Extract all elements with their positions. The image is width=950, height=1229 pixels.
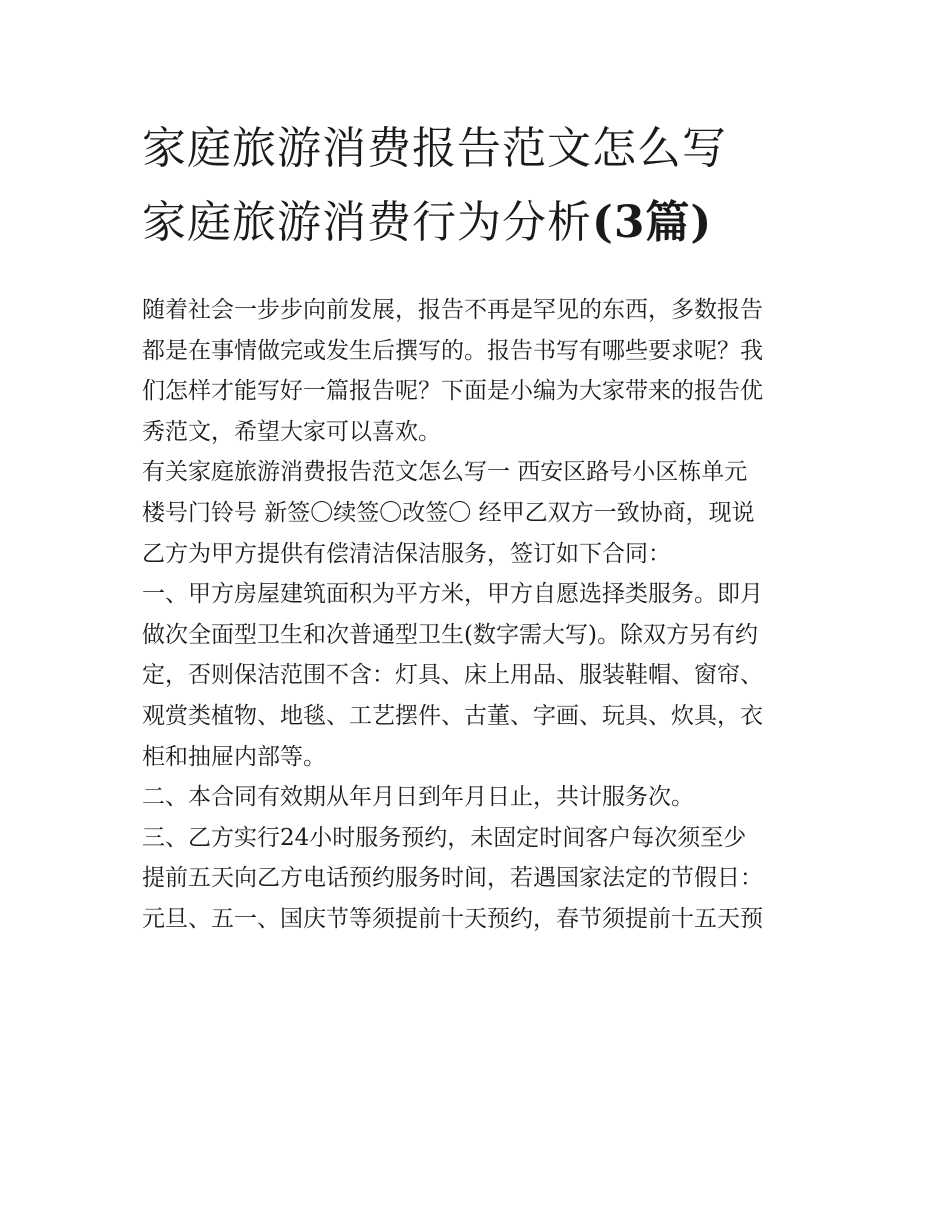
- text-line: 们怎样才能写好一篇报告呢？下面是小编为大家带来的报告优: [142, 378, 763, 405]
- text-line: 柜和抽屉内部等。: [142, 743, 326, 770]
- text-line: 做次全面型卫生和次普通型卫生(数字需大写)。除双方另有约: [142, 621, 758, 648]
- text-line: 乙方为甲方提供有偿清洁保洁服务，签订如下合同：: [142, 540, 671, 567]
- text-line: 一、甲方房屋建筑面积为平方米，甲方自愿选择类服务。即月: [142, 581, 763, 608]
- text-line: 三、乙方实行24小时服务预约，未固定时间客户每次须至少: [142, 824, 747, 851]
- paragraph-intro: [142, 290, 814, 452]
- paragraph-clause-1: [142, 574, 814, 777]
- paragraph-clause-3: [142, 818, 814, 940]
- text-line: 元旦、五一、国庆节等须提前十天预约，春节须提前十五天预: [142, 905, 763, 932]
- text-line: 秀范文，希望大家可以喜欢。: [142, 418, 441, 445]
- document-page: [142, 112, 814, 940]
- document-title: [142, 112, 814, 260]
- paragraph-clause-2: [142, 777, 814, 818]
- text-line: 楼号门铃号 新签〇续签〇改签〇 经甲乙双方一致协商，现说: [142, 499, 755, 526]
- text-line: 都是在事情做完或发生后撰写的。报告书写有哪些要求呢？我: [142, 337, 763, 364]
- text-line: 有关家庭旅游消费报告范文怎么写一 西安区路号小区栋单元: [142, 459, 748, 486]
- text-line: 观赏类植物、地毯、工艺摆件、古董、字画、玩具、炊具，衣: [142, 702, 763, 729]
- paragraph-contract-intro: [142, 452, 814, 574]
- text-line: 定，否则保洁范围不含：灯具、床上用品、服装鞋帽、窗帘、: [142, 662, 763, 689]
- title-line-1: 家庭旅游消费报告范文怎么写: [142, 123, 727, 174]
- text-line: 提前五天向乙方电话预约服务时间，若遇国家法定的节假日：: [142, 865, 763, 892]
- text-line: 二、本合同有效期从年月日到年月日止，共计服务次。: [142, 784, 694, 811]
- text-line: 随着社会一步步向前发展，报告不再是罕见的东西，多数报告: [142, 297, 763, 323]
- title-line-2: 家庭旅游消费行为分析(3篇): [142, 197, 713, 248]
- title-count: (3篇): [592, 197, 713, 248]
- document-body: [142, 290, 814, 940]
